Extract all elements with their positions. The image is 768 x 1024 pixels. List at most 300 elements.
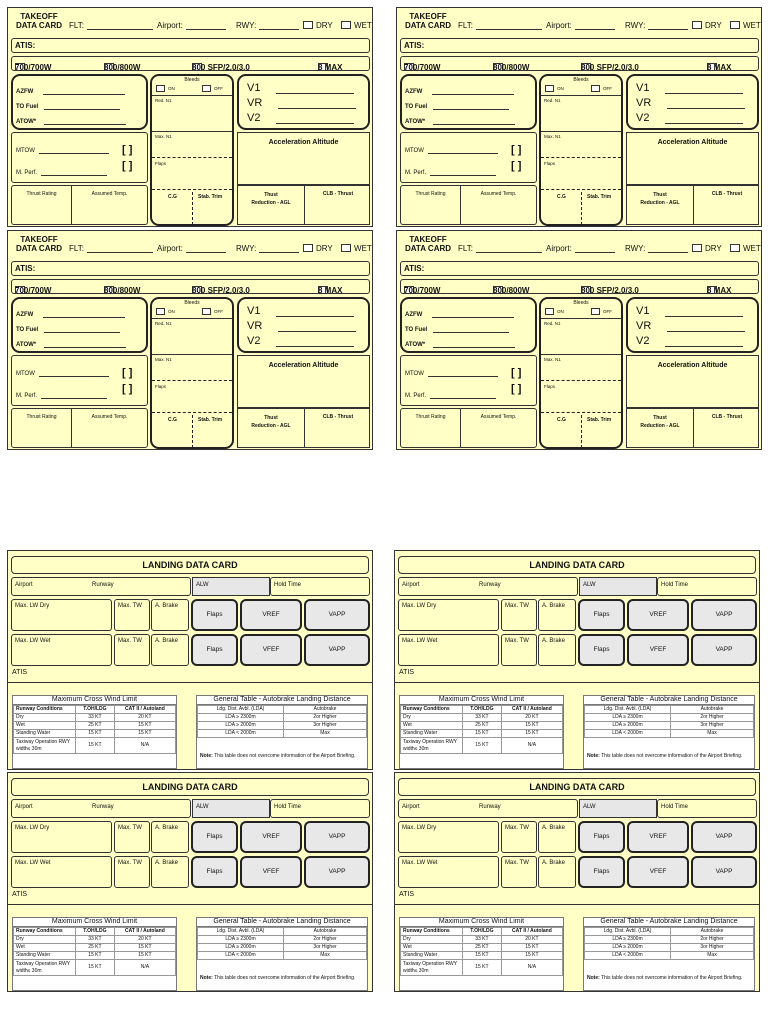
vref-field[interactable] — [240, 599, 302, 631]
table-cell: LDA < 2000m — [585, 952, 671, 960]
table-header: T.OH/LDG — [76, 928, 115, 936]
vfef-label: VFEF — [262, 868, 280, 875]
vapp-dry-field[interactable] — [691, 599, 757, 631]
landing-divider — [395, 904, 759, 905]
table-cell: 15 KT — [501, 944, 562, 952]
max-lw-dry-field[interactable] — [398, 821, 499, 853]
assumed-temp-cell[interactable] — [461, 186, 536, 224]
thrust-rating-cell[interactable] — [401, 186, 461, 224]
atow-slots — [433, 119, 515, 125]
flaps-wet-field[interactable] — [578, 856, 625, 888]
to-fuel-label: TO Fuel — [405, 104, 428, 110]
dry-check-icon — [692, 21, 702, 29]
to-fuel-label: TO Fuel — [16, 327, 39, 333]
airport-runway-row[interactable] — [11, 799, 191, 818]
thrust-reduction-label-2: Reduction - AGL — [640, 423, 680, 429]
v1-field[interactable] — [636, 305, 743, 317]
table-row — [585, 730, 754, 738]
mtow-field[interactable] — [405, 148, 498, 154]
takeoff-title — [15, 235, 63, 253]
acceleration-altitude-box[interactable] — [237, 132, 370, 185]
atow-label: ATOW* — [16, 119, 37, 125]
table-cell: LDA ≥ 2300m — [585, 714, 671, 722]
atow-field[interactable] — [16, 342, 126, 348]
acceleration-altitude-box[interactable] — [626, 355, 759, 408]
m-perf-field[interactable] — [16, 393, 107, 399]
airport-field[interactable] — [157, 21, 226, 30]
v2-label: V2 — [636, 112, 650, 124]
a-brake-dry-field[interactable] — [538, 599, 576, 631]
flaps-wet-field[interactable] — [191, 856, 238, 888]
atow-label: ATOW* — [405, 119, 426, 125]
m-perf-field[interactable] — [16, 170, 107, 176]
max-lw-dry-field[interactable] — [11, 821, 112, 853]
clb-thrust-cell[interactable] — [694, 409, 760, 447]
flaps-dry-field[interactable] — [191, 821, 238, 853]
table-cell: LDA ≥ 2300m — [198, 714, 284, 722]
bleeds-off-check-icon[interactable] — [591, 308, 600, 315]
max-tw-dry-label: Max. TW — [118, 825, 142, 831]
landing-airport-label: Airport — [402, 582, 420, 588]
thrust-rating-cell[interactable] — [12, 409, 72, 447]
atis-field[interactable] — [11, 38, 370, 53]
takeoff-header-row — [11, 235, 372, 261]
landing-atis-label: ATIS — [12, 669, 28, 676]
cross-wind-title: Maximum Cross Wind Limit — [400, 918, 563, 927]
vapp-dry-label: VAPP — [715, 611, 733, 618]
mtow-label: MTOW — [16, 371, 35, 377]
max-lw-wet-field[interactable] — [398, 856, 499, 888]
atow-field[interactable] — [16, 119, 126, 125]
max-lw-wet-field[interactable] — [11, 856, 112, 888]
dry-label: DRY — [316, 244, 333, 253]
table-cell: 25 KT — [463, 722, 502, 730]
takeoff-title — [404, 12, 452, 30]
flt-field[interactable] — [69, 244, 153, 253]
table-cell: N/A — [501, 738, 562, 754]
note-label: Note: — [200, 975, 213, 981]
max-lw-dry-field[interactable] — [398, 599, 499, 631]
cfg-700-label: 700/700W — [404, 63, 441, 72]
max-lw-dry-field[interactable] — [11, 599, 112, 631]
weight-fuel-box — [11, 74, 148, 130]
table-row — [14, 714, 176, 722]
cross-wind-title: Maximum Cross Wind Limit — [13, 918, 176, 927]
a-brake-wet-label: A. Brake — [155, 860, 179, 866]
table-row — [14, 706, 176, 714]
azfw-field[interactable] — [16, 89, 125, 95]
autobrake-table — [196, 695, 368, 769]
table-cell: LDA ≥ 2300m — [585, 936, 671, 944]
max-lw-dry-label: Max. LW Dry — [402, 603, 437, 609]
autobrake-table — [196, 917, 368, 991]
max-n1-label: Max. N1 — [155, 134, 172, 139]
max-lw-wet-field[interactable] — [398, 634, 499, 666]
table-cell: Dry — [14, 936, 76, 944]
wet-checkbox[interactable] — [730, 244, 761, 253]
max-tw-wet-field[interactable] — [501, 634, 537, 666]
bleeds-label: Bleeds — [573, 300, 589, 306]
cross-wind-title: Maximum Cross Wind Limit — [13, 696, 176, 705]
vapp-wet-field[interactable] — [304, 856, 370, 888]
azfw-field[interactable] — [405, 89, 514, 95]
note-text: This table does not overcome information of the Airport Briefing. — [212, 975, 356, 981]
cg-dashed-divider — [541, 412, 621, 413]
to-fuel-field[interactable] — [16, 327, 120, 333]
table-cell: N/A — [501, 960, 562, 976]
takeoff-header-row — [11, 12, 372, 38]
thrust-rating-box — [400, 408, 537, 448]
a-brake-wet-field[interactable] — [151, 856, 189, 888]
vref-field[interactable] — [627, 599, 689, 631]
atis-label: ATIS: — [15, 41, 36, 50]
table-header: Runway Conditions — [401, 928, 463, 936]
v1-field[interactable] — [247, 305, 354, 317]
table-row — [401, 952, 563, 960]
table-header: CAT II / Autoland — [114, 928, 175, 936]
flaps-dry-field[interactable] — [578, 821, 625, 853]
table-cell: 3or Higher — [284, 944, 367, 952]
atis-label: ATIS: — [15, 264, 36, 273]
assumed-temp-cell[interactable] — [72, 409, 147, 447]
assumed-temp-label: Assumed Temp. — [91, 414, 128, 420]
flaps-label: Flaps — [155, 161, 167, 166]
wet-checkbox[interactable] — [730, 21, 761, 30]
table-header: Ldg. Dist. Avbl. (LDA) — [198, 706, 284, 714]
dry-check-icon — [303, 244, 313, 252]
bleeds-on-label: ON — [168, 86, 175, 91]
azfw-field[interactable] — [16, 312, 125, 318]
takeoff-title — [15, 12, 63, 30]
airport-runway-row[interactable] — [398, 577, 578, 596]
cg-label: C.G — [557, 194, 566, 200]
stab-trim-label: Stab. Trim — [587, 417, 612, 423]
v1-label: V1 — [247, 82, 261, 94]
table-cell: 15 KT — [463, 730, 502, 738]
takeoff-title-line1: TAKEOFF — [409, 12, 447, 21]
vfef-field[interactable] — [627, 634, 689, 666]
vapp-wet-field[interactable] — [304, 634, 370, 666]
note-text: This table does not overcome information of the Airport Briefing. — [212, 753, 356, 759]
v2-field[interactable] — [247, 335, 354, 347]
flaps-wet-field[interactable] — [578, 634, 625, 666]
table-cell: LDA ≥ 2000m — [198, 722, 284, 730]
to-fuel-field[interactable] — [405, 104, 509, 110]
bleeds-off-check-icon[interactable] — [202, 308, 211, 315]
vapp-wet-field[interactable] — [691, 856, 757, 888]
bleeds-on-check-icon[interactable] — [545, 85, 554, 92]
alw-field[interactable] — [192, 799, 270, 818]
mtow-field[interactable] — [405, 371, 498, 377]
landing-title: LANDING DATA CARD — [398, 556, 756, 574]
flaps-dry-label: Flaps — [593, 833, 610, 840]
cg-trim-dashed-divider — [192, 192, 193, 225]
atow-label: ATOW* — [405, 342, 426, 348]
max-tw-dry-field[interactable] — [114, 599, 150, 631]
acceleration-altitude-box[interactable] — [237, 355, 370, 408]
cfg-max-label: 8 MAX — [318, 63, 343, 72]
airport-field[interactable] — [157, 244, 226, 253]
m-perf-field[interactable] — [405, 393, 496, 399]
rwy-label: RWY: — [625, 244, 646, 253]
alw-field[interactable] — [192, 577, 270, 596]
bleeds-off-check-icon[interactable] — [202, 85, 211, 92]
cfg-max-label: 8 MAX — [318, 286, 343, 295]
cfg-700-label: 700/700W — [15, 63, 52, 72]
a-brake-dry-field[interactable] — [151, 821, 189, 853]
table-row — [198, 952, 367, 960]
max-tw-wet-field[interactable] — [114, 856, 150, 888]
assumed-temp-cell[interactable] — [461, 409, 536, 447]
vr-field[interactable] — [636, 320, 745, 332]
flt-field[interactable] — [458, 244, 542, 253]
table-cell: 20 KT — [501, 714, 562, 722]
vr-label: VR — [247, 97, 263, 109]
table-cell: Standing Water — [401, 730, 463, 738]
v2-line — [276, 338, 354, 347]
flt-field[interactable] — [69, 21, 153, 30]
table-row — [14, 928, 176, 936]
rwy-field[interactable] — [236, 244, 299, 253]
vref-field[interactable] — [240, 821, 302, 853]
atow-slots — [44, 342, 126, 348]
hold-time-field[interactable] — [657, 799, 757, 818]
red-n1-label: Red. N1 — [155, 98, 172, 103]
clb-thrust-cell[interactable] — [305, 186, 371, 224]
table-cell: 15 KT — [501, 730, 562, 738]
atis-field[interactable] — [400, 261, 759, 276]
a-brake-dry-field[interactable] — [538, 821, 576, 853]
vfef-field[interactable] — [627, 856, 689, 888]
flaps-wet-field[interactable] — [191, 634, 238, 666]
flaps-dashed-divider — [152, 157, 232, 158]
thrust-rating-cell[interactable] — [401, 409, 461, 447]
vr-line — [278, 100, 356, 109]
dry-checkbox[interactable] — [303, 21, 333, 30]
v2-label: V2 — [247, 112, 261, 124]
takeoff-title-line2: DATA CARD — [15, 244, 63, 253]
landing-atis-label: ATIS — [399, 669, 415, 676]
rwy-field[interactable] — [625, 244, 688, 253]
m-perf-label: M. Perf. — [405, 393, 427, 399]
mtow-label: MTOW — [405, 371, 424, 377]
a-brake-wet-field[interactable] — [538, 634, 576, 666]
m-perf-line — [430, 170, 496, 176]
atis-field[interactable] — [400, 38, 759, 53]
max-tw-dry-label: Max. TW — [505, 603, 529, 609]
vapp-dry-label: VAPP — [328, 833, 346, 840]
hold-time-field[interactable] — [657, 577, 757, 596]
airport-runway-row[interactable] — [398, 799, 578, 818]
to-fuel-field[interactable] — [16, 104, 120, 110]
table-header: T.OH/LDG — [463, 706, 502, 714]
table-header: Runway Conditions — [14, 706, 76, 714]
table-cell: LDA < 2000m — [198, 730, 284, 738]
cg-trim-dashed-divider — [581, 415, 582, 448]
m-perf-label: M. Perf. — [405, 170, 427, 176]
thrust-reduction-box — [237, 408, 370, 448]
mtow-box — [400, 132, 537, 183]
vapp-dry-field[interactable] — [691, 821, 757, 853]
stab-trim-label: Stab. Trim — [198, 417, 223, 423]
table-cell: Max — [671, 730, 754, 738]
dry-checkbox[interactable] — [692, 244, 722, 253]
bleeds-on-check-icon[interactable] — [156, 308, 165, 315]
max-tw-dry-field[interactable] — [501, 599, 537, 631]
takeoff-title-line2: DATA CARD — [404, 244, 452, 253]
m-perf-bracket: [ ] — [511, 160, 522, 172]
takeoff-data-card — [396, 7, 762, 227]
table-cell: LDA ≥ 2300m — [198, 936, 284, 944]
takeoff-header-row — [400, 235, 761, 261]
table-cell: 15 KT — [76, 738, 115, 754]
table-cell: 15 KT — [114, 730, 175, 738]
hold-time-field[interactable] — [270, 799, 370, 818]
airport-field[interactable] — [546, 244, 615, 253]
cfg-800-label: 800/800W — [104, 63, 141, 72]
mtow-field[interactable] — [16, 148, 109, 154]
max-tw-dry-field[interactable] — [501, 821, 537, 853]
clb-thrust-cell[interactable] — [305, 409, 371, 447]
vr-field[interactable] — [636, 97, 745, 109]
alw-field[interactable] — [579, 799, 657, 818]
to-fuel-slots — [44, 104, 120, 110]
wet-checkbox[interactable] — [341, 244, 372, 253]
flaps-dry-field[interactable] — [191, 599, 238, 631]
thrust-reduction-cell[interactable] — [627, 409, 694, 447]
to-fuel-field[interactable] — [405, 327, 509, 333]
thrust-reduction-box — [237, 185, 370, 225]
vapp-dry-field[interactable] — [304, 599, 370, 631]
bleeds-on-check-icon[interactable] — [156, 85, 165, 92]
m-perf-bracket: [ ] — [122, 160, 133, 172]
vr-field[interactable] — [247, 97, 356, 109]
table-header: Runway Conditions — [401, 706, 463, 714]
max-tw-wet-field[interactable] — [501, 856, 537, 888]
table-cell: Standing Water — [401, 952, 463, 960]
takeoff-title-line1: TAKEOFF — [409, 235, 447, 244]
mtow-bracket: [ ] — [122, 367, 133, 379]
cross-wind-table — [399, 917, 564, 991]
bleeds-on-label: ON — [557, 309, 564, 314]
mtow-field[interactable] — [16, 371, 109, 377]
v2-field[interactable] — [247, 112, 354, 124]
alw-field[interactable] — [579, 577, 657, 596]
hold-time-field[interactable] — [270, 577, 370, 596]
a-brake-wet-field[interactable] — [151, 634, 189, 666]
flt-label: FLT: — [69, 21, 84, 30]
atis-field[interactable] — [11, 261, 370, 276]
table-cell: 25 KT — [463, 944, 502, 952]
assumed-temp-label: Assumed Temp. — [480, 414, 517, 420]
table-cell: Standing Water — [14, 952, 76, 960]
v1-label: V1 — [247, 305, 261, 317]
flaps-dry-field[interactable] — [578, 599, 625, 631]
clb-thrust-cell[interactable] — [694, 186, 760, 224]
acceleration-altitude-box[interactable] — [626, 132, 759, 185]
max-tw-dry-field[interactable] — [114, 821, 150, 853]
airport-field[interactable] — [546, 21, 615, 30]
thrust-reduction-cell[interactable] — [238, 186, 305, 224]
max-tw-wet-field[interactable] — [114, 634, 150, 666]
weight-fuel-box — [400, 74, 537, 130]
flt-field[interactable] — [458, 21, 542, 30]
a-brake-wet-label: A. Brake — [542, 638, 566, 644]
max-tw-dry-label: Max. TW — [118, 603, 142, 609]
table-cell: 20 KT — [501, 936, 562, 944]
vapp-wet-label: VAPP — [328, 868, 346, 875]
bleeds-off-check-icon[interactable] — [591, 85, 600, 92]
cfg-sfp-label: 800 SFP/2.0/3.0 — [581, 63, 639, 72]
thrust-rating-box — [400, 185, 537, 225]
cfg-sfp-label: 800 SFP/2.0/3.0 — [192, 63, 250, 72]
m-perf-field[interactable] — [405, 170, 496, 176]
cross-wind-table — [399, 695, 564, 769]
vfef-label: VFEF — [649, 868, 667, 875]
m-perf-bracket: [ ] — [511, 383, 522, 395]
atow-field[interactable] — [405, 342, 515, 348]
wet-checkbox[interactable] — [341, 21, 372, 30]
max-tw-wet-label: Max. TW — [118, 638, 142, 644]
vref-field[interactable] — [627, 821, 689, 853]
azfw-field[interactable] — [405, 312, 514, 318]
max-n1-label: Max. N1 — [155, 357, 172, 362]
table-cell: Taxiway Operation RWY width≤ 30m — [401, 960, 463, 976]
rwy-field[interactable] — [236, 21, 299, 30]
note-label: Note: — [587, 975, 600, 981]
mtow-label: MTOW — [405, 148, 424, 154]
vr-line — [278, 323, 356, 332]
v1-field[interactable] — [636, 82, 743, 94]
vfef-label: VFEF — [262, 646, 280, 653]
vfef-field[interactable] — [240, 634, 302, 666]
vfef-field[interactable] — [240, 856, 302, 888]
v2-field[interactable] — [636, 335, 743, 347]
cross-wind-table — [12, 917, 177, 991]
rwy-field[interactable] — [625, 21, 688, 30]
atow-slots — [433, 342, 515, 348]
max-n1-label: Max. N1 — [544, 357, 561, 362]
airport-runway-row[interactable] — [11, 577, 191, 596]
clb-thrust-label: CLB - Thrust — [711, 414, 743, 420]
thrust-rating-cell[interactable] — [12, 186, 72, 224]
dry-checkbox[interactable] — [303, 244, 333, 253]
v1-field[interactable] — [247, 82, 354, 94]
wet-check-icon — [730, 21, 740, 29]
a-brake-wet-label: A. Brake — [155, 638, 179, 644]
landing-atis-label: ATIS — [399, 891, 415, 898]
vapp-wet-field[interactable] — [691, 634, 757, 666]
landing-data-card — [7, 550, 373, 770]
atow-field[interactable] — [405, 119, 515, 125]
a-brake-wet-label: A. Brake — [542, 860, 566, 866]
autobrake-note — [200, 753, 366, 759]
vapp-dry-field[interactable] — [304, 821, 370, 853]
vr-field[interactable] — [247, 320, 356, 332]
bleeds-on-check-icon[interactable] — [545, 308, 554, 315]
mtow-line — [428, 148, 498, 154]
table-cell: Taxiway Operation RWY width≤ 30m — [401, 738, 463, 754]
dry-checkbox[interactable] — [692, 21, 722, 30]
thrust-reduction-cell[interactable] — [238, 409, 305, 447]
stab-trim-label: Stab. Trim — [198, 194, 223, 200]
v2-field[interactable] — [636, 112, 743, 124]
thrust-reduction-cell[interactable] — [627, 186, 694, 224]
a-brake-wet-field[interactable] — [538, 856, 576, 888]
assumed-temp-cell[interactable] — [72, 186, 147, 224]
a-brake-dry-field[interactable] — [151, 599, 189, 631]
max-lw-wet-field[interactable] — [11, 634, 112, 666]
